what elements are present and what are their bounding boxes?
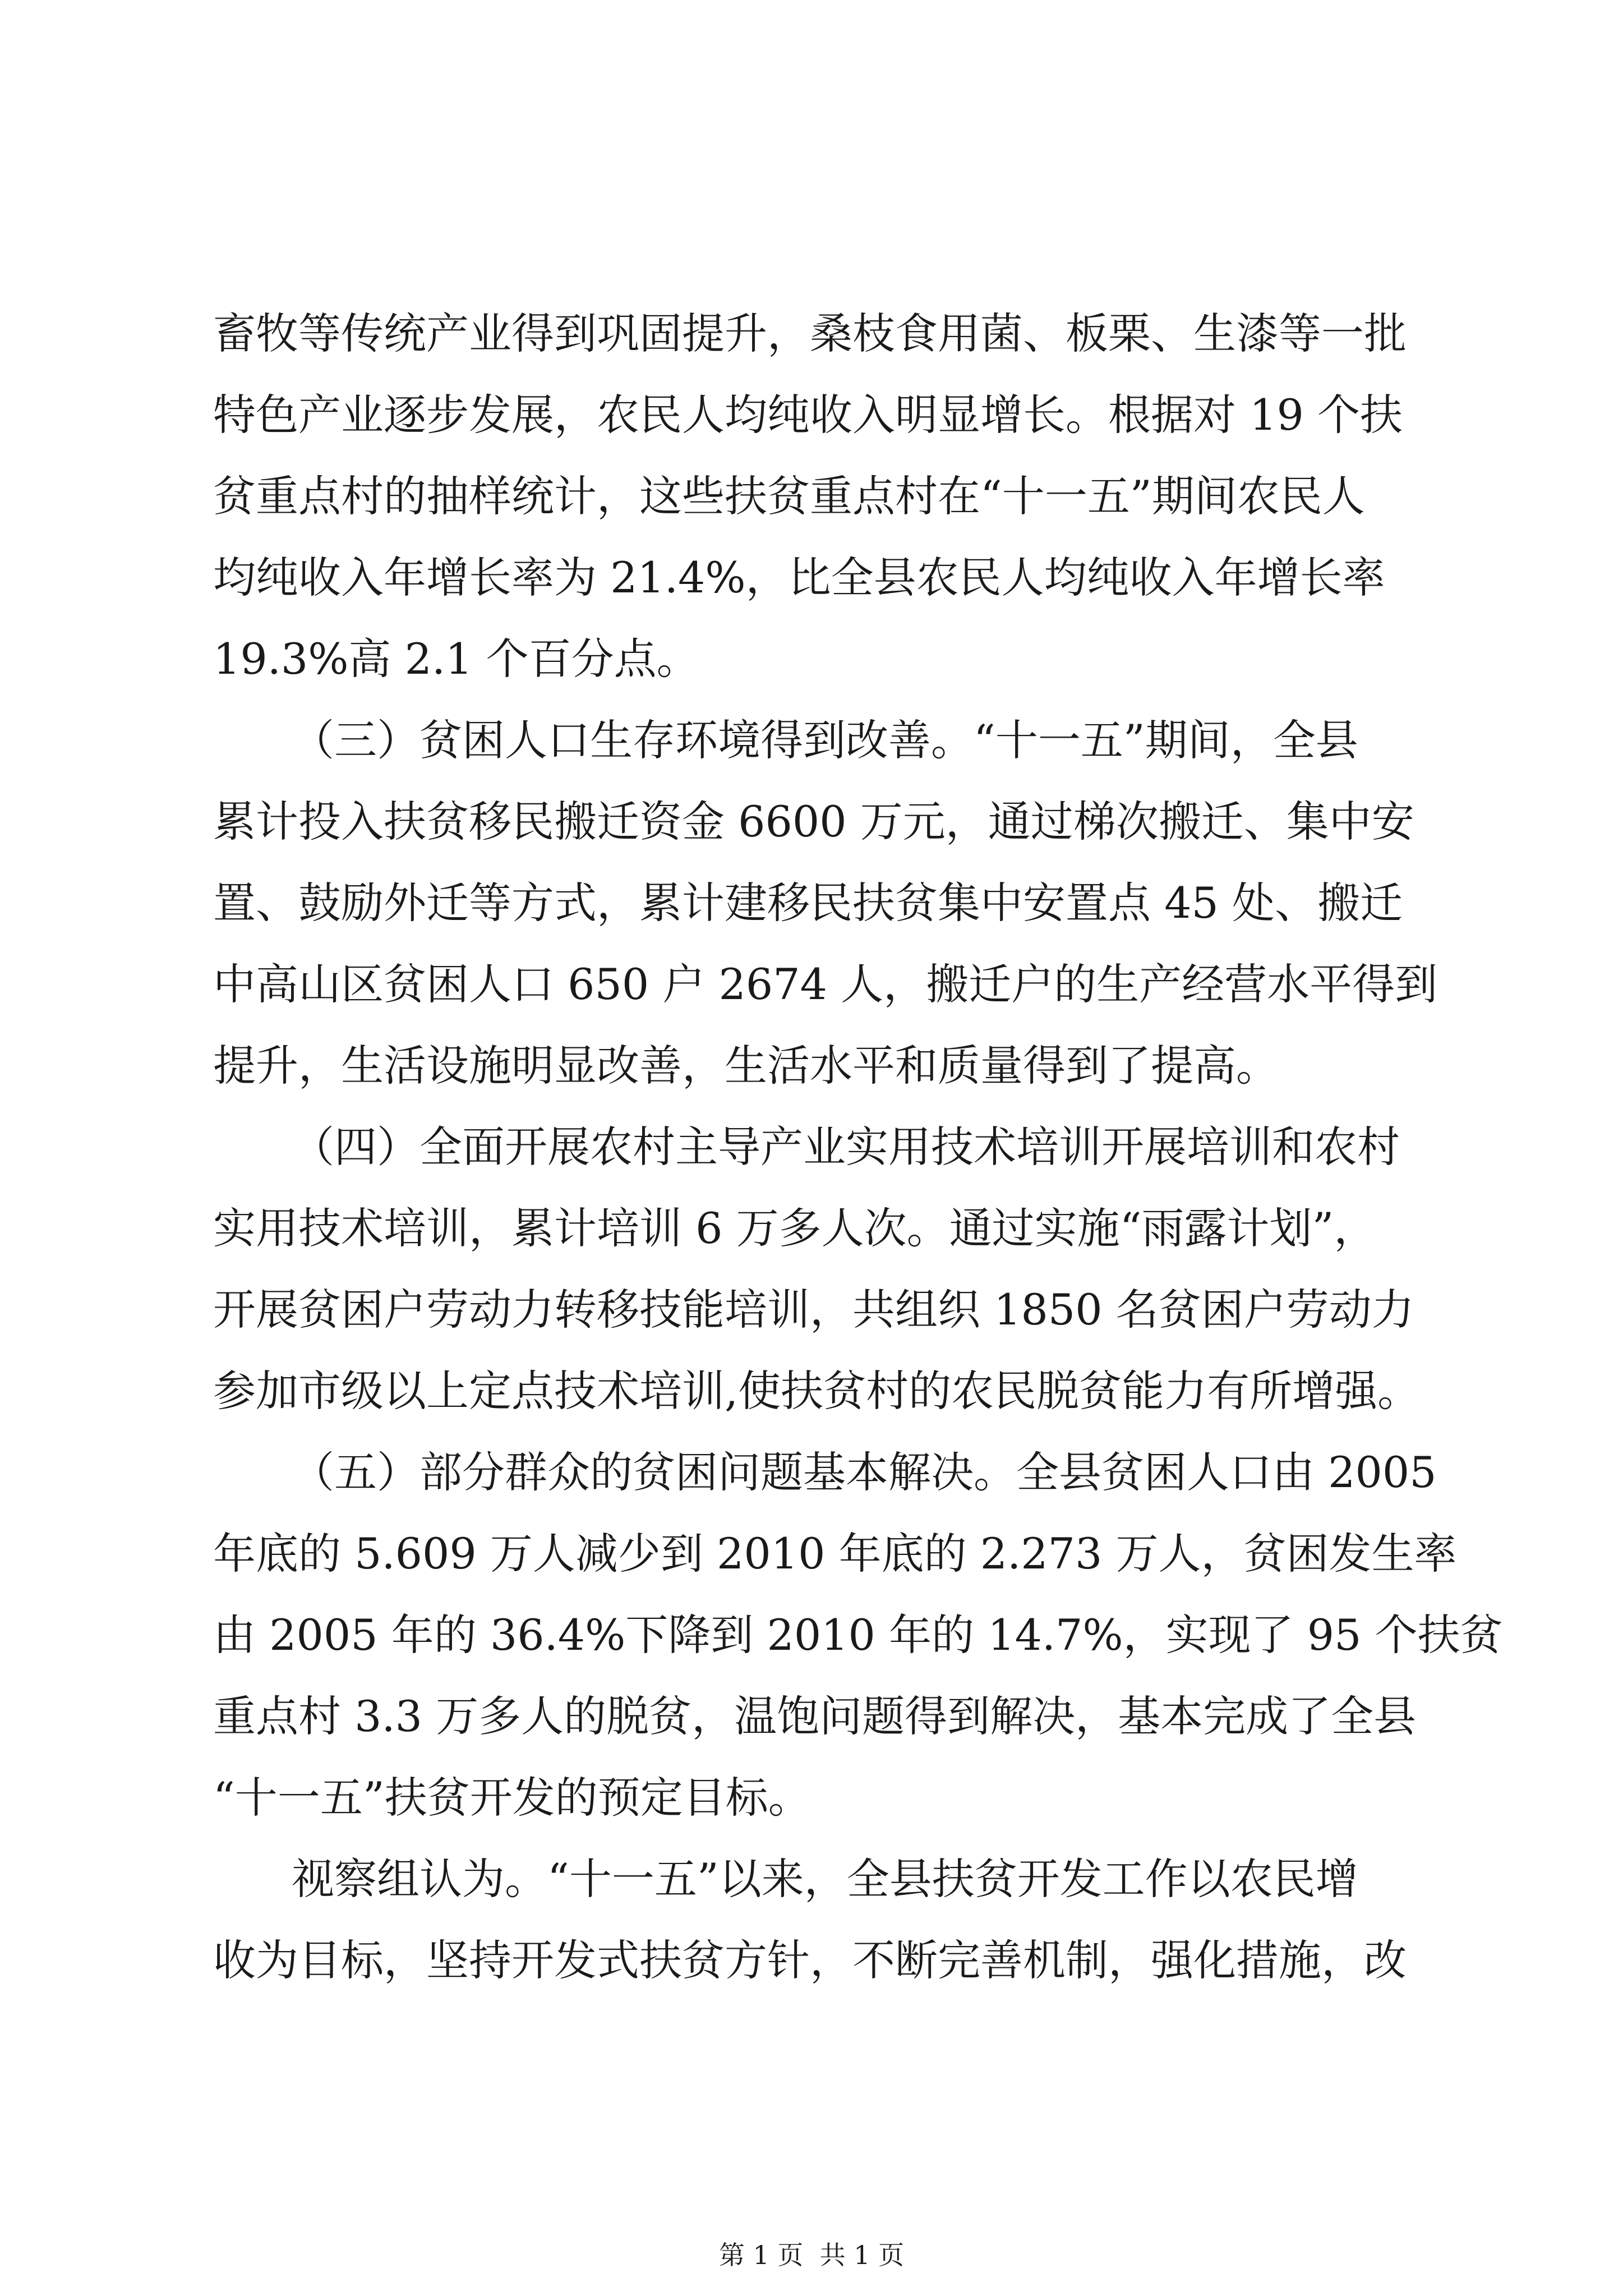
text-line: 19.3%高 2.1 个百分点。 bbox=[213, 634, 699, 684]
text-line: 置、鼓励外迁等方式，累计建移民扶贫集中安置点 45 处、搬迁 bbox=[213, 878, 1403, 928]
paragraph-start-line: （五）部分群众的贫困问题基本解决。全县贫困人口由 2005 bbox=[292, 1447, 1437, 1497]
text-line: 收为目标，坚持开发式扶贫方针，不断完善机制，强化措施，改 bbox=[213, 1935, 1407, 1985]
text-line: 由 2005 年的 36.4%下降到 2010 年的 14.7%，实现了 95 个扶贫 bbox=[213, 1610, 1503, 1660]
text-line: 畜牧等传统产业得到巩固提升，桑枝食用菌、板栗、生漆等一批 bbox=[213, 309, 1407, 358]
text-line: 中高山区贫困人口 650 户 2674 人，搬迁户的生产经营水平得到 bbox=[213, 959, 1438, 1009]
text-line: 特色产业逐步发展，农民人均纯收入明显增长。根据对 19 个扶 bbox=[213, 390, 1403, 440]
text-line: 累计投入扶贫移民搬迁资金 6600 万元，通过梯次搬迁、集中安 bbox=[213, 797, 1414, 846]
text-line: “十一五”扶贫开发的预定目标。 bbox=[213, 1773, 811, 1823]
text-line: 开展贫困户劳动力转移技能培训，共组织 1850 名贫困户劳动力 bbox=[213, 1285, 1414, 1335]
text-line: 提升，生活设施明显改善，生活水平和质量得到了提高。 bbox=[213, 1041, 1279, 1091]
text-line: 均纯收入年增长率为 21.4%，比全县农民人均纯收入年增长率 bbox=[213, 553, 1385, 602]
text-line: 重点村 3.3 万多人的脱贫，温饱问题得到解决，基本完成了全县 bbox=[213, 1691, 1417, 1741]
text-line: 实用技术培训，累计培训 6 万多人次。通过实施“雨露计划”， bbox=[213, 1203, 1377, 1253]
text-line: 参加市级以上定点技术培训,使扶贫村的农民脱贫能力有所增强。 bbox=[213, 1366, 1421, 1416]
text-line: 贫重点村的抽样统计，这些扶贫重点村在“十一五”期间农民人 bbox=[213, 471, 1365, 521]
page-footer: 第 1 页 共 1 页 bbox=[718, 2240, 905, 2270]
paragraph-start-line: 视察组认为。“十一五”以来，全县扶贫开发工作以农民增 bbox=[292, 1854, 1358, 1904]
paragraph-start-line: （四）全面开展农村主导产业实用技术培训开展培训和农村 bbox=[292, 1122, 1400, 1172]
paragraph-start-line: （三）贫困人口生存环境得到改善。“十一五”期间，全县 bbox=[292, 715, 1358, 765]
text-line: 年底的 5.609 万人减少到 2010 年底的 2.273 万人，贫困发生率 bbox=[213, 1529, 1457, 1579]
